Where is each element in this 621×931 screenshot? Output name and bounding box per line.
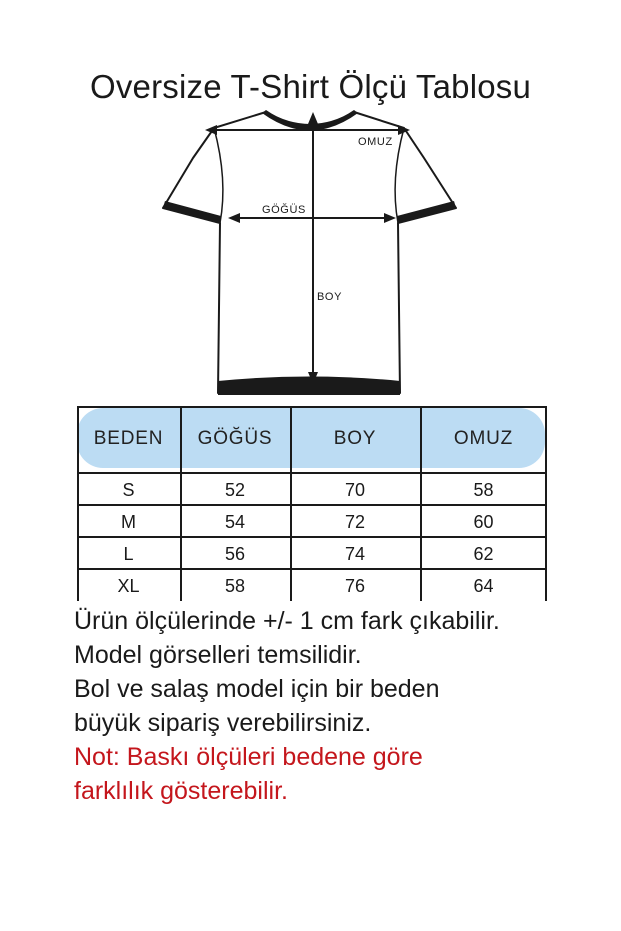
gogus-arrow-head-right: [384, 213, 396, 223]
header-beden: BEDEN: [93, 428, 164, 449]
table-cell-omuz: 60: [473, 512, 494, 532]
table-cell-boy: 76: [344, 576, 366, 596]
table-cell-gogus: 58: [224, 576, 246, 596]
note-line: Bol ve salaş model için bir beden: [74, 675, 440, 703]
table-cell-omuz: 58: [473, 480, 494, 500]
tshirt-outline: [163, 112, 456, 393]
table-cell-omuz: 62: [473, 544, 494, 564]
chart-title: Oversize T-Shirt Ölçü Tablosu: [89, 68, 532, 105]
table-cell-gogus: 56: [224, 544, 246, 564]
boy-label: BOY: [317, 291, 343, 303]
sleeve-hem-right: [397, 201, 456, 223]
size-table: [77, 406, 547, 601]
tshirt-diagram: [0, 100, 621, 400]
gogus-arrow-head-left: [228, 213, 240, 223]
tshirt-hem: [218, 377, 400, 396]
sleeve-seam-right: [395, 128, 404, 223]
table-cell-size: M: [121, 512, 136, 532]
warning-note-line: farklılık gösterebilir.: [74, 777, 288, 805]
header-omuz: OMUZ: [453, 428, 514, 449]
table-border-top: [77, 406, 547, 408]
table-cell-gogus: 52: [224, 480, 246, 500]
note-line: Model görselleri temsilidir.: [74, 641, 362, 669]
table-cell-boy: 74: [344, 544, 366, 564]
table-header-row: [77, 406, 547, 472]
table-cell-size: S: [122, 480, 135, 500]
table-cell-boy: 72: [344, 512, 366, 532]
table-cell-gogus: 54: [224, 512, 246, 532]
header-boy: BOY: [333, 428, 377, 449]
table-cell-omuz: 64: [473, 576, 494, 596]
note-line: Ürün ölçülerinde +/- 1 cm fark çıkabilir.: [74, 607, 500, 635]
sleeve-hem-left: [163, 201, 221, 223]
notes-block: [74, 604, 614, 808]
sleeve-seam-left: [214, 128, 223, 223]
table-cell-size: L: [123, 544, 134, 564]
header-gogus: GÖĞÜS: [197, 428, 273, 449]
note-line: büyük sipariş verebilirsiniz.: [74, 709, 372, 737]
boy-arrow-head-top: [308, 112, 318, 124]
table-cell-boy: 70: [344, 480, 366, 500]
omuz-label: OMUZ: [358, 136, 393, 148]
warning-note-line: Not: Baskı ölçüleri bedene göre: [74, 743, 423, 771]
gogus-label: GÖĞÜS: [262, 204, 306, 216]
table-cell-size: XL: [117, 576, 140, 596]
